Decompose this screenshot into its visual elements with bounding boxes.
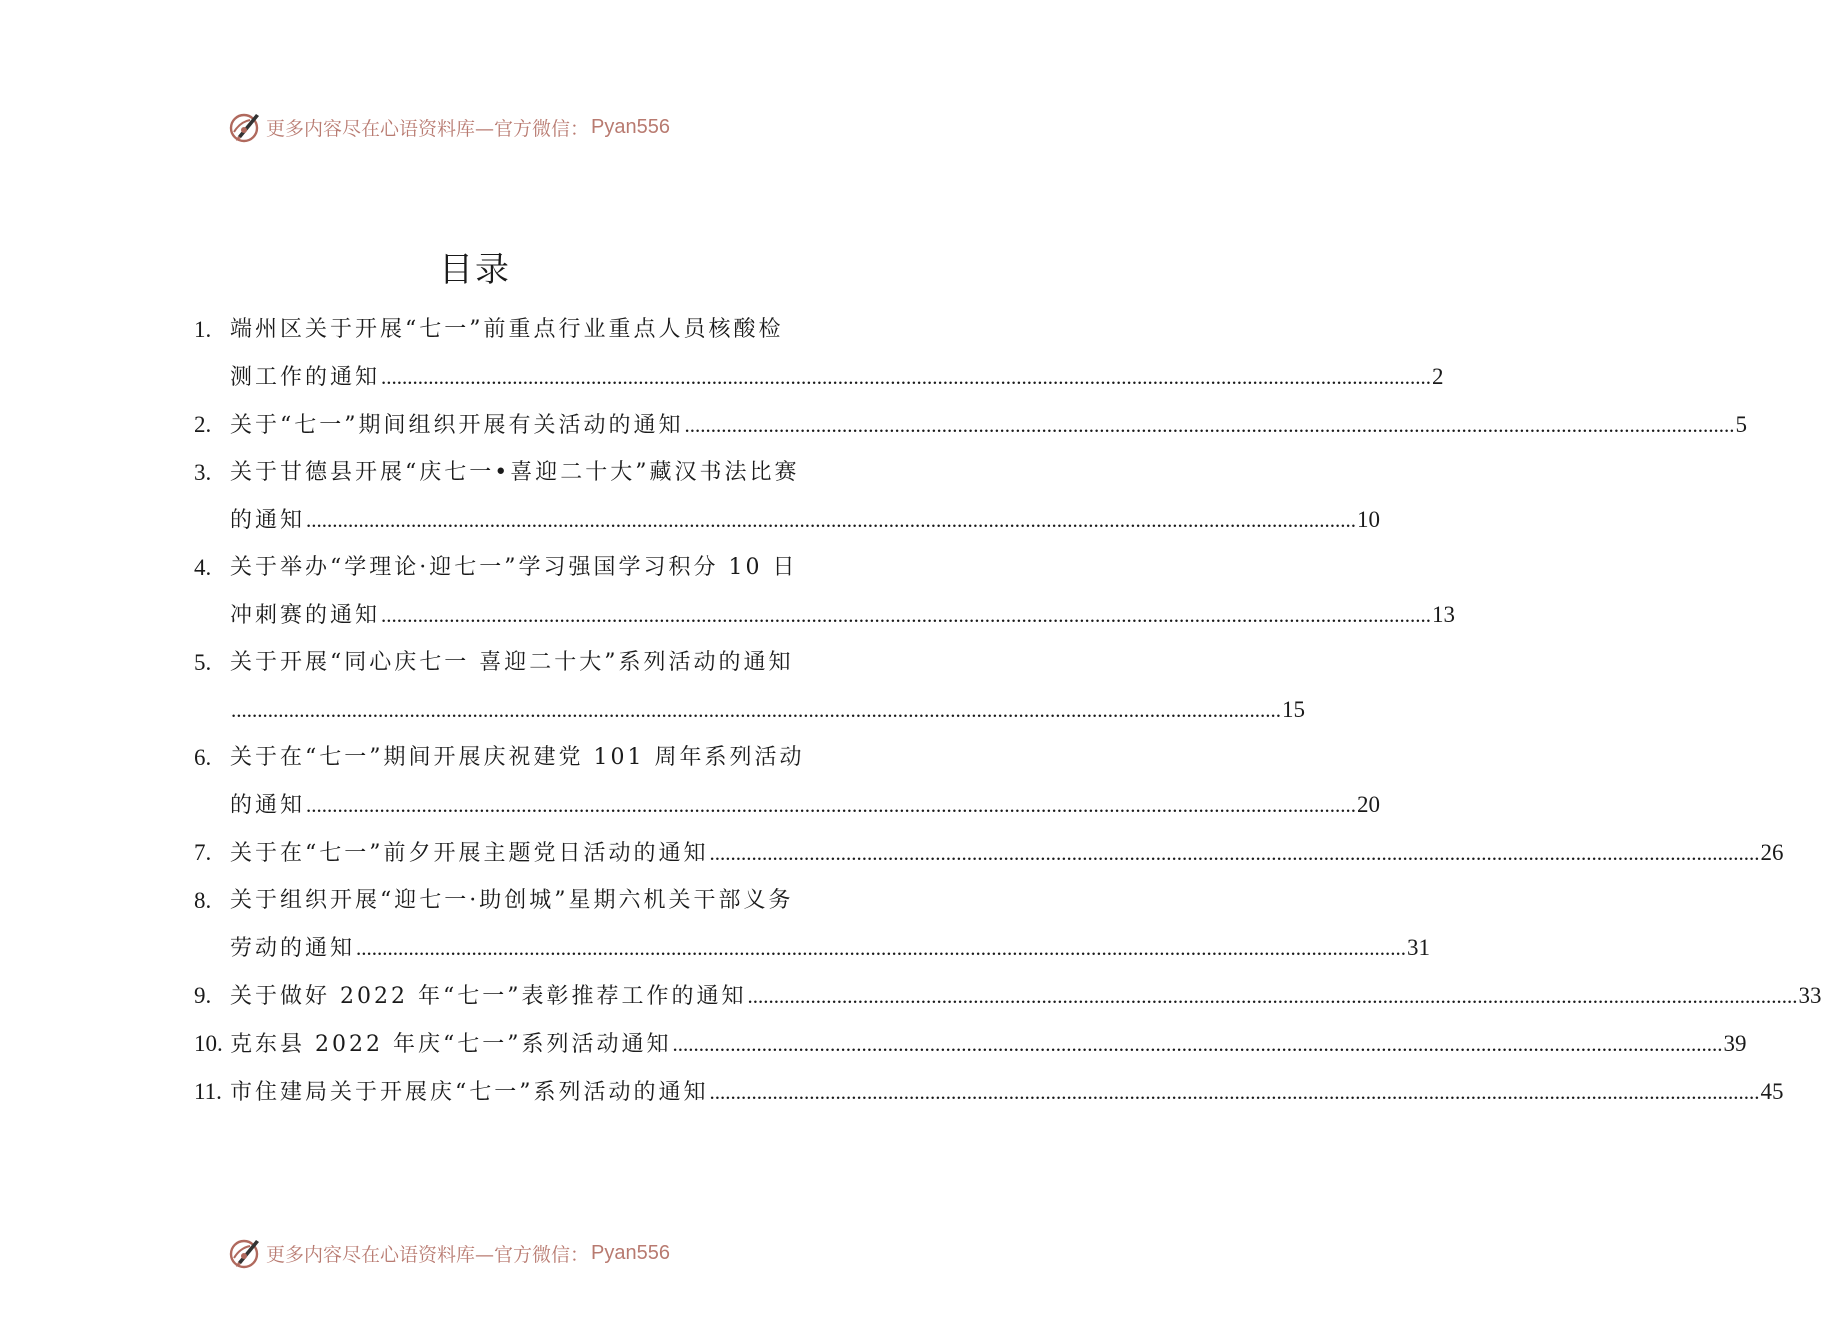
toc-leader-dots: ........................................................................................................................................................................................................ <box>306 793 1357 817</box>
toc-item[interactable] <box>194 449 1381 544</box>
toc-item-title-line: 关于“七一”期间组织开展有关活动的通知 <box>230 413 684 438</box>
watermark-text: 更多内容尽在心语资料库—官方微信： <box>266 117 590 140</box>
table-of-contents <box>194 306 1821 1116</box>
toc-item[interactable] <box>194 829 1784 877</box>
toc-item-title-line: 劳动的通知 <box>230 936 356 961</box>
toc-item-title-line: 测工作的通知 <box>230 365 381 390</box>
toc-item-page: 33 <box>1798 983 1821 1008</box>
toc-leader-dots: ........................................................................................................................................................................................................ <box>306 508 1357 532</box>
toc-item[interactable] <box>194 544 1456 639</box>
toc-item-title-line: 关于甘德县开展“庆七一•喜迎二十大”藏汉书法比赛 <box>230 460 800 485</box>
toc-item-title-line: 关于开展“同心庆七一 喜迎二十大”系列活动的通知 <box>230 650 794 675</box>
toc-leader-dots: ........................................................................................................................................................................................................ <box>231 698 1281 722</box>
toc-item-number: 6. <box>194 745 212 770</box>
toc-item-page: 39 <box>1723 1031 1747 1056</box>
watermark-text: 更多内容尽在心语资料库—官方微信： <box>266 1243 590 1266</box>
toc-leader-dots: ........................................................................................................................................................................................................ <box>747 984 1798 1008</box>
toc-item-number: 8. <box>194 888 212 913</box>
toc-leader-dots: ........................................................................................................................................................................................................ <box>381 603 1432 627</box>
toc-item-title-line: 端州区关于开展“七一”前重点行业重点人员核酸检 <box>230 317 784 342</box>
toc-item-page: 13 <box>1432 602 1456 627</box>
pen-logo-icon <box>228 110 262 144</box>
toc-item-title-line: 关于做好 2022 年“七一”表彰推荐工作的通知 <box>230 984 747 1009</box>
toc-item-title-line: 的通知 <box>230 508 306 533</box>
toc-item-page: 31 <box>1407 935 1431 960</box>
toc-item-title-line: 关于组织开展“迎七一·助创城”星期六机关干部义务 <box>230 888 794 913</box>
toc-item-page: 45 <box>1760 1079 1784 1104</box>
page-title: 目录 <box>439 250 511 290</box>
toc-item[interactable] <box>194 972 1821 1020</box>
toc-item[interactable] <box>194 877 1431 972</box>
toc-item-number: 3. <box>194 460 212 485</box>
watermark-wechat-id: Pyan556 <box>591 1241 670 1264</box>
toc-item[interactable] <box>194 401 1747 449</box>
toc-item-number: 4. <box>194 555 212 580</box>
toc-item-number: 10. <box>194 1031 223 1056</box>
pen-logo-icon <box>228 1236 262 1270</box>
header-watermark <box>228 109 670 145</box>
footer-watermark <box>228 1235 670 1271</box>
toc-item-number: 11. <box>194 1079 222 1104</box>
watermark-wechat-id: Pyan556 <box>591 115 670 138</box>
toc-item-page: 10 <box>1357 507 1381 532</box>
toc-item-title-line: 关于在“七一”前夕开展主题党日活动的通知 <box>230 841 709 866</box>
toc-leader-dots: ........................................................................................................................................................................................................ <box>709 1080 1760 1104</box>
toc-item-title-line: 市住建局关于开展庆“七一”系列活动的通知 <box>230 1080 709 1105</box>
toc-leader-dots: ........................................................................................................................................................................................................ <box>709 841 1760 865</box>
toc-item-title-line: 克东县 2022 年庆“七一”系列活动通知 <box>230 1032 672 1057</box>
toc-item[interactable] <box>194 306 1444 401</box>
toc-item[interactable] <box>194 639 1305 734</box>
toc-item-number: 7. <box>194 840 212 865</box>
toc-item-page: 26 <box>1760 840 1784 865</box>
toc-item-page: 2 <box>1432 364 1444 389</box>
toc-item-number: 2. <box>194 412 212 437</box>
toc-item[interactable] <box>194 1068 1784 1116</box>
toc-leader-dots: ........................................................................................................................................................................................................ <box>684 413 1735 437</box>
toc-leader-dots: ........................................................................................................................................................................................................ <box>672 1032 1723 1056</box>
toc-leader-dots: ........................................................................................................................................................................................................ <box>356 936 1407 960</box>
toc-item-page: 15 <box>1282 697 1305 722</box>
toc-item-page: 20 <box>1357 792 1381 817</box>
toc-item-number: 5. <box>194 650 212 675</box>
toc-item-number: 1. <box>194 317 212 342</box>
toc-item[interactable] <box>194 1020 1747 1068</box>
toc-item-title-line: 关于举办“学理论·迎七一”学习强国学习积分 10 日 <box>230 555 798 580</box>
toc-item-page: 5 <box>1735 412 1747 437</box>
toc-item-title-line: 的通知 <box>230 793 306 818</box>
toc-item[interactable] <box>194 734 1381 829</box>
toc-item-title-line: 关于在“七一”期间开展庆祝建党 101 周年系列活动 <box>230 745 805 770</box>
toc-item-number: 9. <box>194 983 212 1008</box>
toc-leader-dots: ........................................................................................................................................................................................................ <box>381 365 1432 389</box>
toc-item-title-line: 冲刺赛的通知 <box>230 603 381 628</box>
